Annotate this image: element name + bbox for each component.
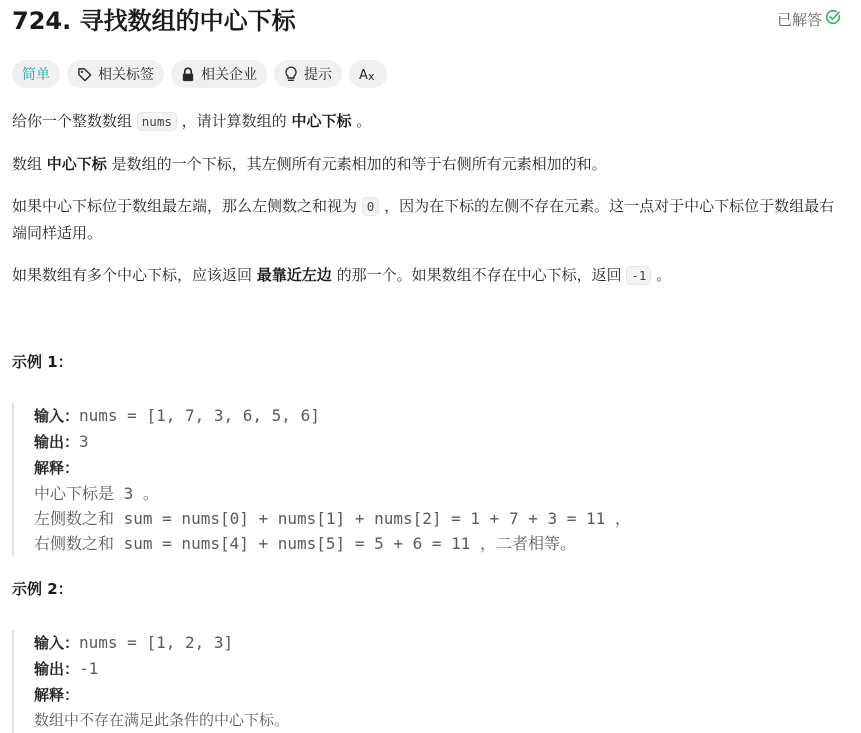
text: ，因为在下标的左侧不存在元素。这一点对于中心下标位于数组最右端同样适用。: [12, 197, 835, 242]
text: 如果中心下标位于数组最左端，那么左侧数之和视为: [12, 197, 362, 215]
text: ，请计算数组的: [176, 112, 292, 130]
example-1-block: [12, 403, 837, 556]
paragraph-3: [12, 193, 837, 246]
paragraph-4: [12, 262, 837, 289]
example-output: 3: [79, 432, 89, 451]
explain-line: 中心下标是 3 。: [34, 484, 159, 503]
lock-icon: [181, 67, 195, 82]
explain-line: 右侧数之和 sum = nums[4] + nums[5] = 5 + 6 = 11 ，二者相等。: [34, 534, 577, 553]
related-companies-button[interactable]: [171, 60, 267, 88]
paragraph-2: [12, 151, 837, 177]
bold-text: 中心下标: [291, 112, 352, 130]
related-tags-label: 相关标签: [98, 67, 154, 83]
hints-label: 提示: [304, 67, 332, 83]
text: 的那一个。如果数组不存在中心下标，返回: [331, 266, 627, 284]
inline-code: -1: [626, 266, 651, 285]
explain-line: 数组中不存在满足此条件的中心下标。: [34, 711, 290, 729]
output-label: 输出：: [34, 660, 80, 678]
example-2-title: 示例 2：: [12, 580, 73, 598]
explain-label: 解释：: [34, 686, 80, 704]
check-circle-icon: [825, 9, 841, 31]
example-1-title: 示例 1：: [12, 353, 73, 371]
paragraph-1: [12, 108, 837, 135]
problem-title: 724. 寻找数组的中心下标: [12, 7, 296, 35]
output-label: 输出：: [34, 433, 80, 451]
hints-button[interactable]: [274, 60, 342, 88]
text: 是数组的一个下标，其左侧所有元素相加的和等于右侧所有元素相加的和。: [106, 155, 607, 173]
text: 。: [651, 266, 672, 284]
example-2-block: [12, 630, 837, 733]
difficulty-badge[interactable]: [12, 60, 60, 88]
translate-button[interactable]: [349, 60, 387, 88]
explain-line: 左侧数之和 sum = nums[0] + nums[1] + nums[2] = 1 + 7 + 3 = 11 ，: [34, 509, 631, 528]
translate-icon: [359, 66, 377, 82]
tag-bar: [12, 60, 387, 88]
text: 。: [351, 112, 372, 130]
bold-text: 最靠近左边: [256, 266, 332, 284]
text: 数组: [12, 155, 47, 173]
svg-text:A: A: [359, 68, 368, 82]
inline-code: nums: [137, 112, 177, 131]
tag-icon: [77, 67, 92, 82]
input-label: 输入：: [34, 634, 80, 652]
example-output: -1: [79, 659, 99, 678]
inline-code: 0: [362, 197, 380, 216]
example-input: nums = [1, 7, 3, 6, 5, 6]: [79, 406, 320, 425]
problem-description: [12, 108, 837, 733]
related-companies-label: 相关企业: [201, 67, 257, 83]
bold-text: 中心下标: [46, 155, 107, 173]
input-label: 输入：: [34, 407, 80, 425]
solved-status: [777, 9, 841, 31]
explain-label: 解释：: [34, 459, 80, 477]
svg-text:x: x: [368, 70, 375, 82]
related-tags-button[interactable]: [67, 60, 164, 88]
solved-label: 已解答: [776, 11, 822, 29]
text: 如果数组有多个中心下标，应该返回: [12, 266, 257, 284]
example-input: nums = [1, 2, 3]: [79, 633, 234, 652]
text: 给你一个整数数组: [12, 112, 137, 130]
difficulty-label: 简单: [22, 67, 50, 83]
lightbulb-icon: [284, 66, 298, 82]
